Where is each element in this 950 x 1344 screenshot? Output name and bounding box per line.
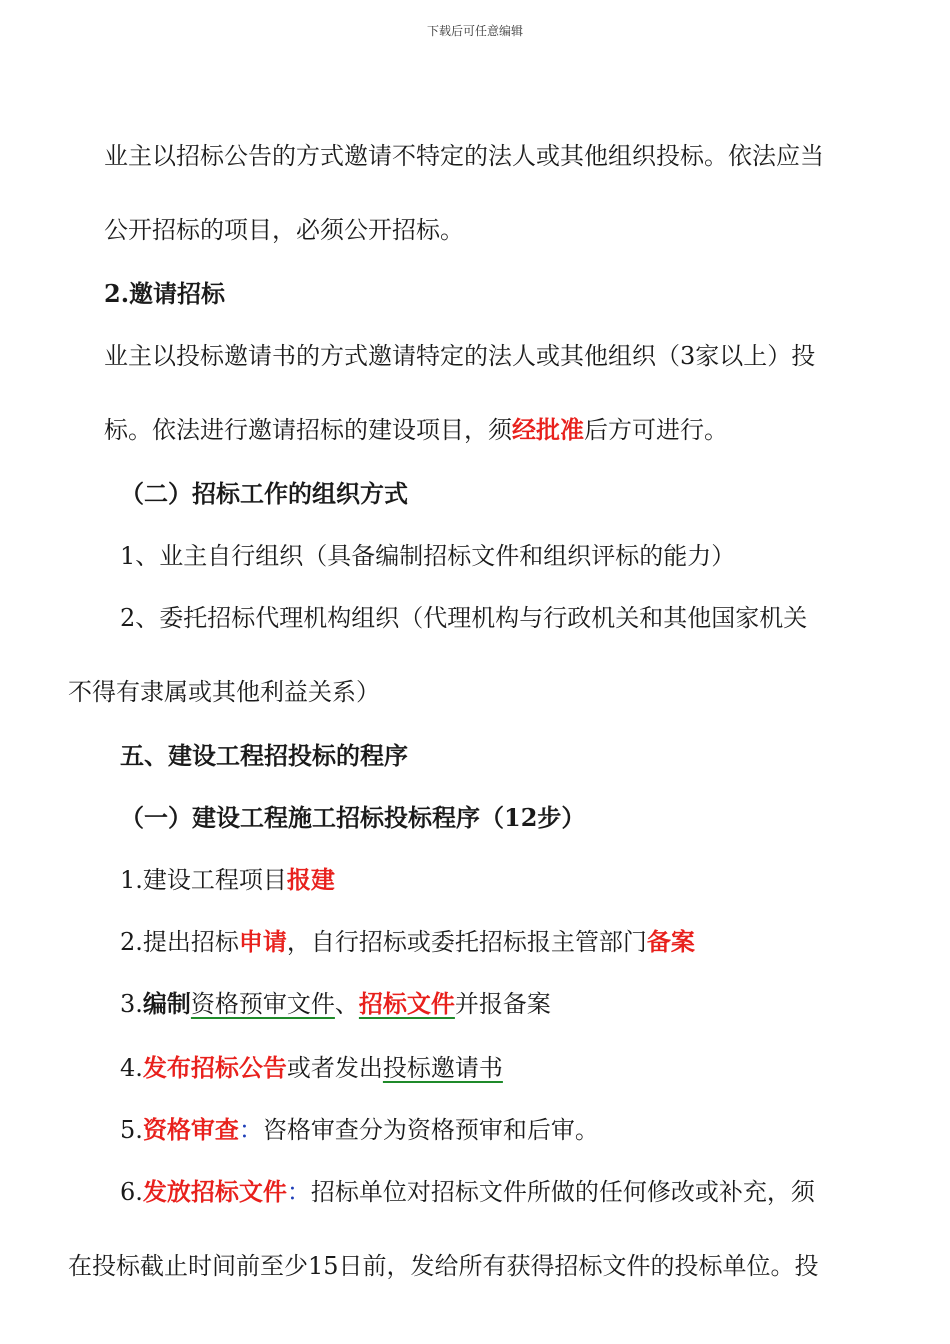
step-6-continued: 在投标截止时间前至少15日前，发给所有获得招标文件的投标单位。投 (68, 1252, 819, 1280)
list-item-2-continued: 不得有隶属或其他利益关系） (68, 678, 380, 706)
highlight-underlined-text: 招标文件 (358, 989, 455, 1018)
highlight-text: 资格审查 (142, 1115, 239, 1144)
text-span: 或者发出 (286, 1054, 383, 1082)
heading-invite-tender: 2.邀请招标 (104, 279, 226, 308)
step-2 (120, 926, 695, 958)
step-6 (120, 1176, 815, 1208)
highlight-approval: 经批准 (512, 415, 584, 444)
text-span: 3. (120, 990, 143, 1018)
bold-text: 编制 (142, 989, 191, 1018)
highlight-text: 申请 (238, 927, 287, 956)
text-span: 后方可进行。 (584, 416, 728, 444)
heading-procedure: （一）建设工程施工招标投标程序（12步） (120, 803, 586, 832)
step-4 (120, 1052, 503, 1084)
text-span: 招标单位对招标文件所做的任何修改或补充，须 (310, 1178, 815, 1206)
text-span: ，自行招标或委托招标报主管部门 (286, 928, 647, 956)
text-span: 1.建设工程项目 (120, 866, 287, 894)
text-span: 2.提出招标 (120, 928, 239, 956)
paragraph-line-2: 公开招标的项目，必须公开招标。 (104, 216, 464, 244)
list-item-1: 1、业主自行组织（具备编制招标文件和组织评标的能力） (120, 542, 736, 570)
step-3 (120, 988, 551, 1020)
heading-section-five: 五、建设工程招投标的程序 (120, 741, 408, 770)
text-span: 咨格审查分为资格预审和后审。 (262, 1116, 599, 1144)
page-header: 下载后可任意编辑 (426, 24, 523, 38)
text-span: 6. (120, 1178, 143, 1206)
step-1 (120, 864, 335, 896)
underlined-text: 资格预审文件 (190, 990, 335, 1018)
underlined-text: 投标邀请书 (382, 1054, 503, 1082)
text-span: ： (286, 1178, 311, 1206)
paragraph-line-4: 业主以投标邀请书的方式邀请特定的法人或其他组织（3家以上）投 (104, 342, 816, 370)
text-span: ： (238, 1116, 263, 1144)
highlight-text: 发放招标文件 (142, 1177, 287, 1206)
highlight-text: 报建 (286, 865, 335, 894)
text-span: 并报备案 (454, 990, 551, 1018)
text-span: 5. (120, 1116, 143, 1144)
text-span: 标。依法进行邀请招标的建设项目，须 (104, 416, 512, 444)
text-span: 、 (334, 990, 359, 1018)
highlight-text: 发布招标公告 (142, 1053, 287, 1082)
paragraph-line-5 (104, 414, 728, 446)
paragraph-line-1: 业主以招标公告的方式邀请不特定的法人或其他组织投标。依法应当 (104, 142, 824, 170)
list-item-2: 2、委托招标代理机构组织（代理机构与行政机关和其他国家机关 (120, 604, 808, 632)
step-5 (120, 1114, 599, 1146)
heading-organization-method: （二）招标工作的组织方式 (120, 479, 408, 508)
highlight-text: 备案 (646, 927, 695, 956)
text-span: 4. (120, 1054, 143, 1082)
